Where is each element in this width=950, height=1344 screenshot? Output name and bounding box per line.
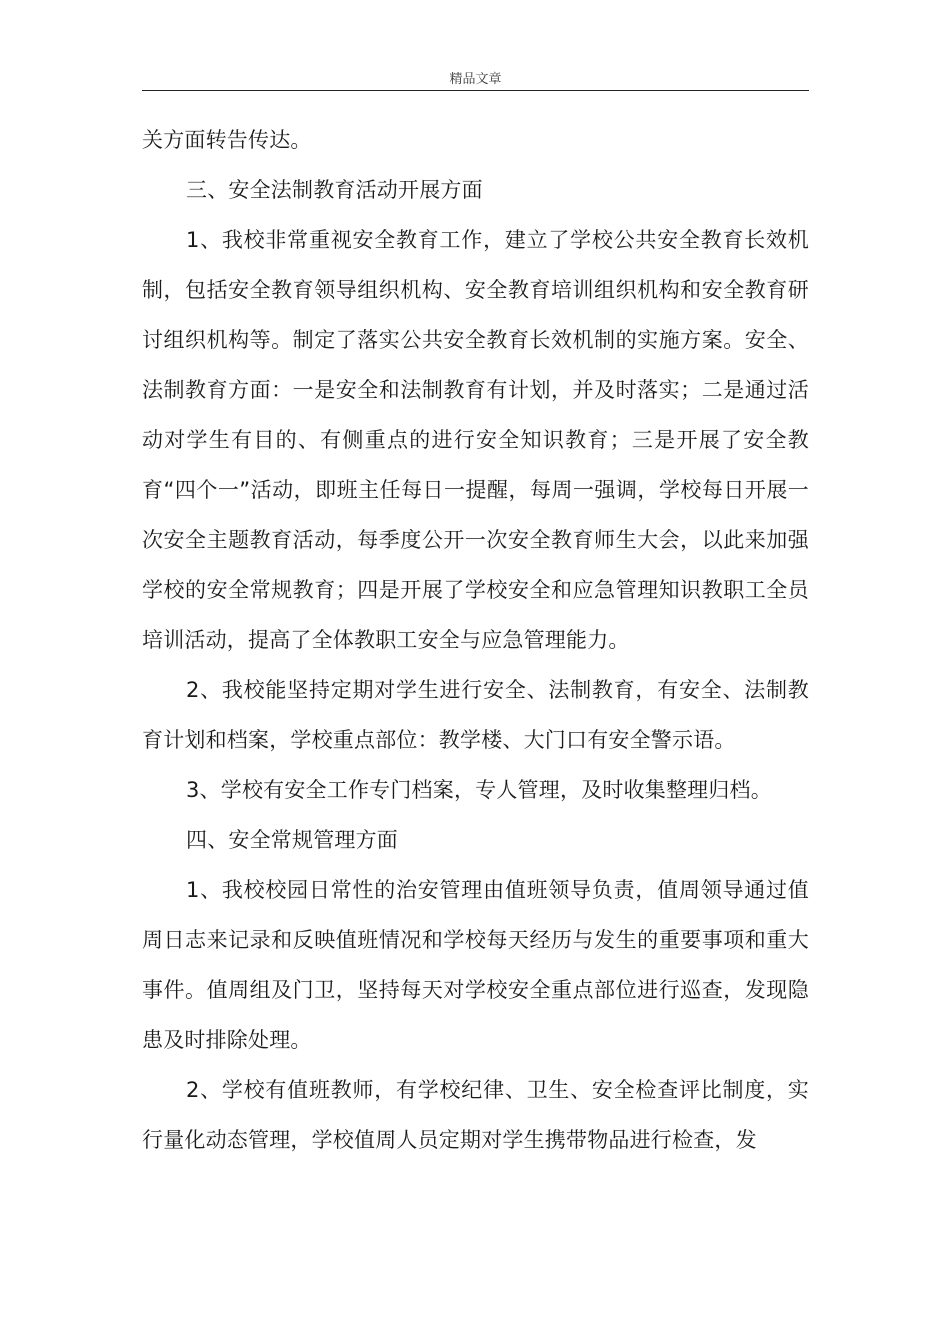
paragraph: 2、学校有值班教师，有学校纪律、卫生、安全检查评比制度，实行量化动态管理，学校值周人员定期对学生携带物品进行检查，发 [142, 1078, 809, 1152]
paragraph: 1、我校非常重视安全教育工作，建立了学校公共安全教育长效机制，包括安全教育领导组织机构、安全教育培训组织机构和安全教育研讨组织机构等。制定了落实公共安全教育长效机制的实施方案。安全、法制教育方面：一是安全和法制教育有计划，并及时落实；二是通过活动对学生有目的、有侧重点的进行安全知识教育；三是开展了安全教育“四个一”活动，即班主任每日一提醒，每周一强调，学校每日开展一次安全主题教育活动，每季度公开一次安全教育师生大会，以此来加强学校的安全常规教育；四是开展了学校安全和应急管理知识教职工全员培训活动，提高了全体教职工安全与应急管理能力。 [142, 228, 809, 652]
section-heading: 三、安全法制教育活动开展方面 [186, 178, 483, 202]
document-body [142, 115, 809, 1165]
page-header: 精品文章 [142, 72, 809, 91]
paragraph: 1、我校校园日常性的治安管理由值班领导负责，值周领导通过值周日志来记录和反映值班情况和学校每天经历与发生的重要事项和重大事件。值周组及门卫，坚持每天对学校安全重点部位进行巡查，发现隐患及时排除处理。 [142, 878, 809, 1052]
paragraph: 2、我校能坚持定期对学生进行安全、法制教育，有安全、法制教育计划和档案，学校重点部位：教学楼、大门口有安全警示语。 [142, 678, 809, 752]
section-heading: 四、安全常规管理方面 [186, 828, 398, 852]
paragraph: 关方面转告传达。 [142, 128, 312, 152]
paragraph: 3、学校有安全工作专门档案，专人管理，及时收集整理归档。 [186, 778, 772, 802]
